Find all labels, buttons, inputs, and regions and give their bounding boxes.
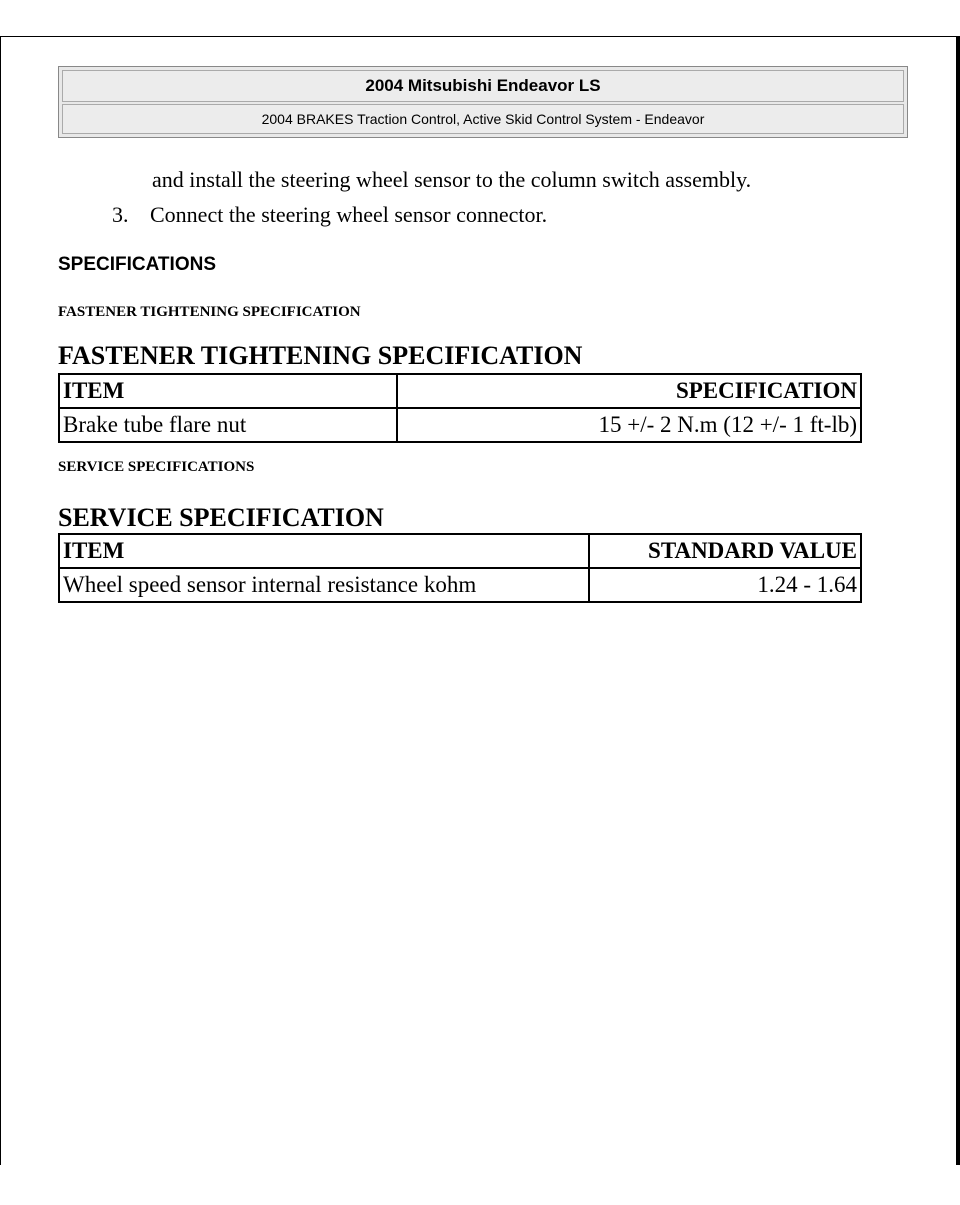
table-cell-value: 15 +/- 2 N.m (12 +/- 1 ft-lb) — [397, 408, 861, 442]
section-subtitle: 2004 BRAKES Traction Control, Active Skid Control System - Endeavor — [62, 104, 904, 134]
column-header-standard-value: STANDARD VALUE — [589, 534, 861, 568]
table-cell-item: Brake tube flare nut — [59, 408, 397, 442]
step-text: Connect the steering wheel sensor connector. — [150, 202, 548, 227]
table-cell-value: 1.24 - 1.64 — [589, 568, 861, 602]
fastener-spec-table — [58, 373, 862, 443]
service-spec-table — [58, 533, 862, 603]
vehicle-title: 2004 Mitsubishi Endeavor LS — [62, 70, 904, 102]
fastener-spec-label: FASTENER TIGHTENING SPECIFICATION — [58, 304, 361, 320]
column-header-specification: SPECIFICATION — [397, 374, 861, 408]
column-header-item: ITEM — [59, 534, 589, 568]
service-spec-label: SERVICE SPECIFICATIONS — [58, 459, 255, 475]
document-header — [58, 66, 908, 138]
service-table-caption: SERVICE SPECIFICATION — [58, 503, 384, 532]
continued-step-text: and install the steering wheel sensor to the column switch assembly. — [152, 167, 752, 192]
fastener-table-caption: FASTENER TIGHTENING SPECIFICATION — [58, 341, 583, 370]
table-row — [59, 408, 861, 442]
table-header-row — [59, 374, 861, 408]
specifications-heading: SPECIFICATIONS — [58, 254, 216, 275]
table-row — [59, 568, 861, 602]
step-number: 3. — [112, 202, 129, 227]
table-header-row — [59, 534, 861, 568]
column-header-item: ITEM — [59, 374, 397, 408]
procedure-step — [112, 202, 547, 228]
table-cell-item: Wheel speed sensor internal resistance kohm — [59, 568, 589, 602]
